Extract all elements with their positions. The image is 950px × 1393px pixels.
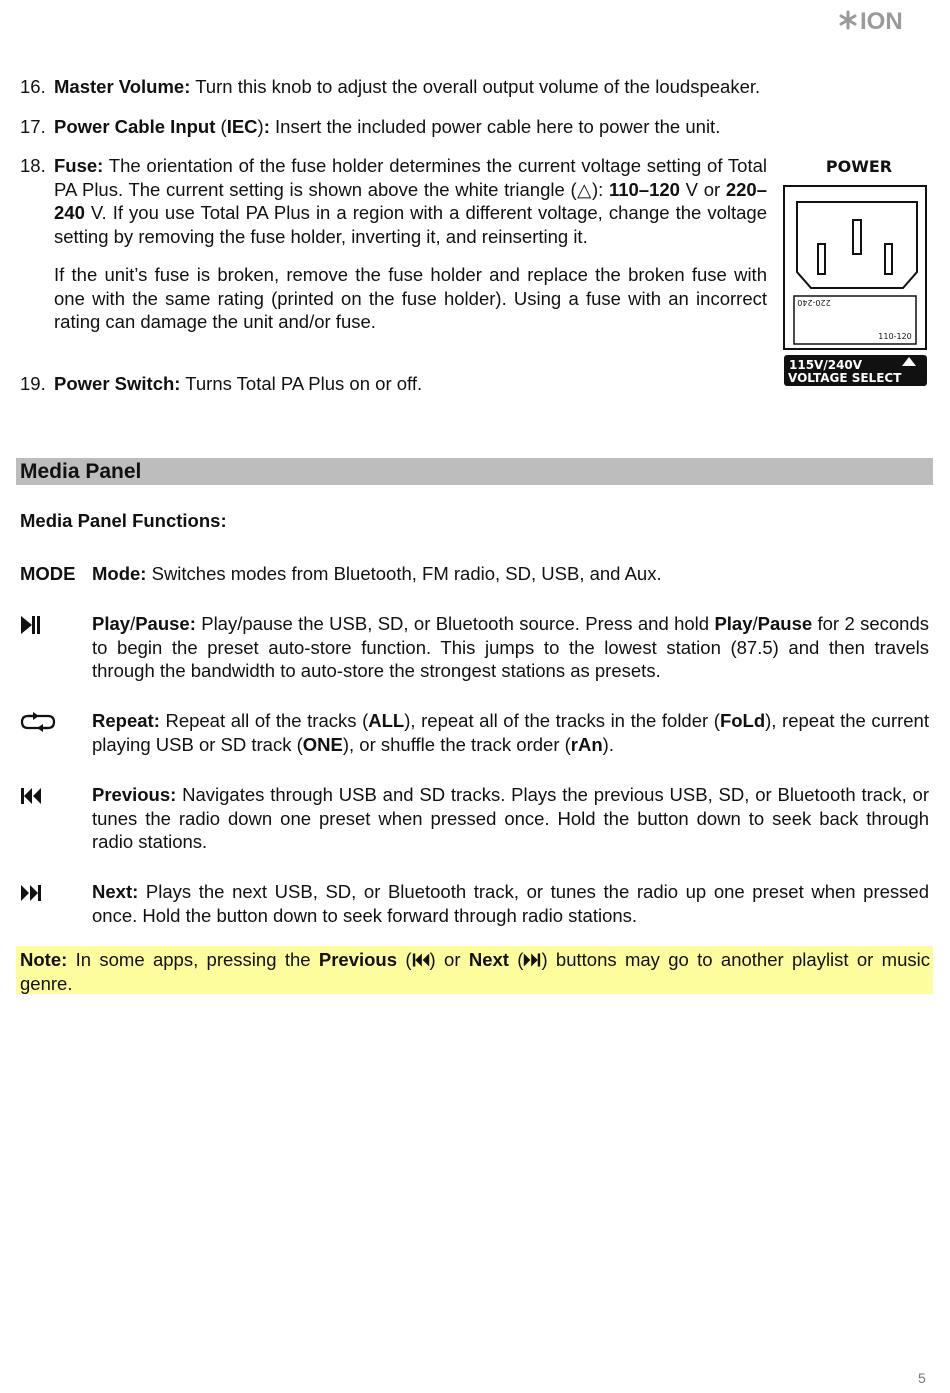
note-box: Note: In some apps, pressing the Previous ( ) or Next ( ) buttons may go to another playlist or music genre.	[16, 946, 933, 994]
fuse-label-upside: 220-240	[797, 298, 831, 307]
function-bold: Pause	[757, 613, 813, 634]
item-text: V. If you use Total PA Plus in a region with a different voltage, change the voltage setting by removing the fuse holder, inverting it, and reinserting it.	[54, 202, 767, 247]
item-text: Insert the included power cable here to power the unit.	[269, 116, 721, 137]
function-text: Plays the next USB, SD, or Bluetooth track, or tunes the radio up one preset when pressed once. Hold the button down to seek forward through radio stations.	[92, 881, 929, 926]
previous-icon	[412, 951, 430, 969]
item-text: Turn this knob to adjust the overall output volume of the loudspeaker.	[190, 76, 761, 97]
item-term: Master Volume:	[54, 76, 191, 97]
previous-icon	[20, 785, 42, 807]
next-icon	[20, 882, 42, 904]
item-power-cable-input: 17. Power Cable Input (IEC): Insert the included power cable here to power the unit.	[20, 116, 721, 137]
item-text: Turns Total PA Plus on or off.	[180, 373, 423, 394]
function-bold: Play	[714, 613, 753, 634]
socket-pin-left	[818, 244, 825, 274]
note-text: In some apps, pressing the	[67, 949, 319, 970]
socket-pin-right	[885, 244, 892, 274]
function-bold: rAn	[570, 733, 603, 755]
function-bold: ONE	[302, 733, 343, 755]
voltage-plate-line2: VOLTAGE SELECT	[788, 371, 902, 385]
page-number: 5	[918, 1370, 926, 1386]
item-term: Power Switch:	[54, 373, 181, 394]
function-text: ).	[602, 733, 614, 755]
next-icon	[523, 951, 541, 969]
function-text: for 2 seconds to begin the preset auto-store function. This jumps to the lowest station (87.5) and then travels through the bandwidth to auto-store the strongest stations as presets.	[92, 613, 929, 681]
voltage-high: 220–240	[54, 178, 767, 223]
power-figure-title: POWER	[825, 157, 893, 176]
function-term: Previous:	[92, 784, 177, 805]
function-term: Play	[92, 613, 131, 634]
item-term-abbr: IEC	[226, 116, 258, 137]
function-next	[20, 880, 929, 927]
function-repeat	[20, 709, 929, 756]
item-fuse	[20, 154, 767, 334]
socket-pin-earth	[853, 220, 861, 254]
function-mode	[20, 562, 929, 586]
function-text: ), repeat all of the tracks in the folder (	[404, 710, 720, 731]
voltage-low: 110–120	[608, 178, 680, 200]
function-bold: ALL	[368, 710, 405, 731]
section-title: Media Panel	[20, 460, 142, 483]
item-term: Fuse:	[54, 155, 104, 176]
function-term: Next:	[92, 881, 139, 902]
item-number: 18.	[20, 155, 46, 176]
play-pause-icon	[20, 614, 42, 636]
function-text: Play/pause the USB, SD, or Bluetooth source. Press and hold	[195, 613, 715, 634]
item-number: 16.	[20, 76, 46, 97]
item-number: 19.	[20, 373, 46, 394]
item-number: 17.	[20, 116, 46, 137]
function-previous	[20, 783, 929, 854]
note-label: Note:	[20, 949, 68, 970]
function-text: Switches modes from Bluetooth, FM radio, SD, USB, and Aux.	[146, 563, 662, 584]
item-text: The orientation of the fuse holder determines the current voltage setting of Total PA Plus. The current setting is shown above the white triangle (△):	[54, 155, 767, 200]
function-text: ), or shuffle the track order (	[342, 733, 571, 755]
item-text: V or	[679, 178, 726, 200]
logo-text: ION	[860, 8, 903, 34]
function-term: Repeat:	[92, 710, 160, 731]
voltage-plate-line1: 115V/240V	[789, 358, 863, 372]
function-text: Repeat all of the tracks (	[159, 710, 369, 731]
ion-logo	[838, 6, 930, 34]
mode-label: MODE	[20, 563, 76, 584]
item-term: Power Cable Input	[54, 116, 216, 137]
section-subtitle: Media Panel Functions:	[20, 510, 227, 531]
repeat-icon	[20, 711, 56, 733]
note-text: ) or	[429, 949, 469, 970]
function-bold: FoLd	[719, 710, 766, 731]
function-term: Mode:	[92, 563, 147, 584]
note-text: ) buttons may go to another playlist or music genre.	[20, 949, 930, 994]
fuse-warning-paragraph: If the unit’s fuse is broken, remove the fuse holder and replace the broken fuse with one with the same rating (printed on the fuse holder). Using a fuse with an incorrect rating can damage the unit and/or fuse.	[54, 264, 767, 332]
note-bold: Previous	[318, 949, 398, 970]
item-master-volume	[20, 75, 930, 99]
power-inlet-diagram	[780, 152, 930, 388]
function-text: Navigates through USB and SD tracks. Plays the previous USB, SD, or Bluetooth track, or tunes the radio down one preset when pressed once. Hold the button down to seek back through radio stations.	[92, 784, 929, 852]
function-term: Pause:	[135, 613, 196, 634]
function-play-pause: Play/Pause: Play/pause the USB, SD, or Bluetooth source. Press and hold Play/Pause for 2 seconds to begin the preset auto-store function. This jumps to the lowest station (87.5) and then travels through the bandwidth to auto-store the strongest stations as presets.	[20, 612, 929, 683]
note-bold: Next	[468, 949, 509, 970]
fuse-label-normal: 110-120	[878, 332, 912, 341]
section-header-bar	[16, 458, 933, 485]
function-text: ), repeat the current playing USB or SD track (	[92, 710, 929, 755]
